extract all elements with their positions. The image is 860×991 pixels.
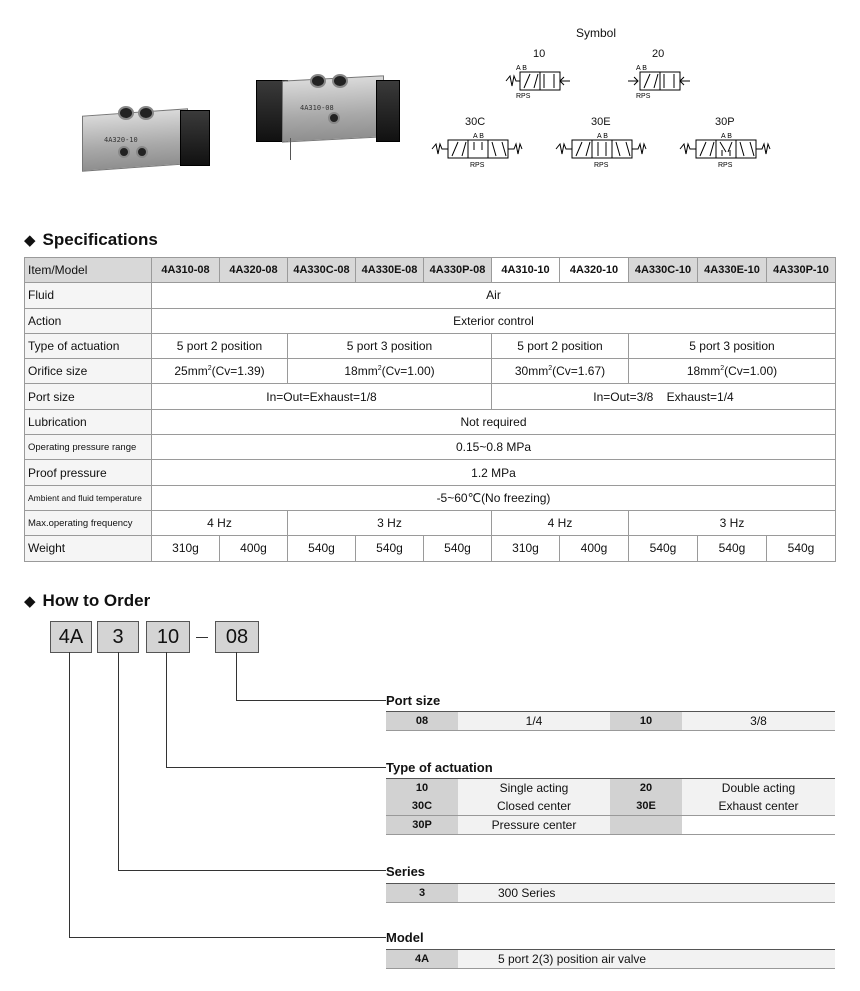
- valve-symbol-30e: [554, 128, 649, 170]
- actuation-title: Type of actuation: [386, 760, 493, 775]
- cell-weight: 540g: [424, 536, 492, 561]
- connector-actuation: [166, 652, 167, 768]
- connector-actuation: [166, 767, 386, 768]
- valve-symbol-30p: [678, 128, 773, 170]
- connector-port: [236, 700, 386, 701]
- cell-weight: 310g: [152, 536, 220, 561]
- model-col: 4A330P-08: [424, 258, 492, 283]
- table-row: [25, 359, 836, 384]
- table-row: [25, 435, 836, 460]
- sym30p-ports-top: A B: [721, 133, 732, 140]
- cell-freq: 4 Hz: [152, 510, 288, 535]
- table-row: [25, 384, 836, 409]
- model-desc: 5 port 2(3) position air valve: [458, 950, 835, 968]
- symbol-code-30e: 30E: [591, 116, 611, 128]
- act-code: 30C: [386, 797, 458, 815]
- row-label-freq: Max.operating frequency: [25, 510, 152, 535]
- act-code-empty: [610, 816, 682, 834]
- cell-orifice: $30mm^2(Cv=1.67)$: [492, 359, 629, 384]
- model-col: 4A320-10: [560, 258, 629, 283]
- model-col: 4A310-08: [152, 258, 220, 283]
- cell-pressure: 0.15~0.8 MPa: [152, 435, 836, 460]
- cell-orifice: $25mm^2(Cv=1.39)$: [152, 359, 288, 384]
- table-row: [25, 333, 836, 358]
- cell-freq: 3 Hz: [629, 510, 836, 535]
- port-desc-08: 1/4: [458, 712, 610, 730]
- row-label-pressure: Operating pressure range: [25, 435, 152, 460]
- port-size-row: [386, 711, 835, 731]
- model-title: Model: [386, 930, 424, 945]
- order-box-model: 4A: [50, 621, 92, 653]
- valve-symbol-20: [620, 60, 700, 100]
- diamond-icon: ◆: [24, 593, 36, 610]
- table-row: [25, 460, 836, 485]
- order-box-actuation: 10: [146, 621, 190, 653]
- actuation-row: [386, 778, 835, 798]
- cell-weight: 400g: [220, 536, 288, 561]
- act-code: 20: [610, 779, 682, 797]
- valve-symbol-30c: [430, 128, 525, 170]
- diamond-icon: ◆: [24, 232, 36, 249]
- sym30c-ports-bottom: RPS: [470, 162, 485, 169]
- table-row: [25, 409, 836, 434]
- header-item-model: Item/Model: [25, 258, 152, 283]
- cell-weight: 540g: [356, 536, 424, 561]
- table-row: [25, 308, 836, 333]
- sym30e-ports-bottom: RPS: [594, 162, 609, 169]
- cell-weight: 540g: [288, 536, 356, 561]
- symbol-title: Symbol: [576, 26, 617, 40]
- cell-actuation: 5 port 2 position: [492, 333, 629, 358]
- act-desc: Pressure center: [458, 816, 610, 834]
- connector-series: [118, 652, 119, 871]
- sym30c-ports-top: A B: [473, 133, 484, 140]
- sym30e-ports-top: A B: [597, 133, 608, 140]
- cell-action: Exterior control: [152, 308, 836, 333]
- cell-orifice: $18mm^2(Cv=1.00)$: [288, 359, 492, 384]
- product-photo-right: [250, 72, 400, 162]
- row-label-fluid: Fluid: [25, 283, 152, 308]
- row-label-action: Action: [25, 308, 152, 333]
- photo-left-label: 4A320-10: [104, 136, 138, 144]
- cell-weight: 540g: [698, 536, 767, 561]
- sym30p-ports-bottom: RPS: [718, 162, 733, 169]
- cell-port: In=Out=Exhaust=1/8: [152, 384, 492, 409]
- cell-weight: 310g: [492, 536, 560, 561]
- model-row: [386, 949, 835, 969]
- row-label-proof: Proof pressure: [25, 460, 152, 485]
- model-col: 4A330E-08: [356, 258, 424, 283]
- actuation-row: [386, 816, 835, 835]
- table-header-row: [25, 258, 836, 283]
- act-desc: Double acting: [682, 779, 835, 797]
- cell-freq: 3 Hz: [288, 510, 492, 535]
- cell-temp: -5~60℃(No freezing): [152, 485, 836, 510]
- row-label-actuation: Type of actuation: [25, 333, 152, 358]
- port-code-08: 08: [386, 712, 458, 730]
- table-row: [25, 510, 836, 535]
- valve-symbol-10: [500, 60, 580, 100]
- row-label-weight: Weight: [25, 536, 152, 561]
- series-desc: 300 Series: [458, 884, 835, 902]
- port-code-10: 10: [610, 712, 682, 730]
- specifications-table: [24, 257, 836, 562]
- cell-actuation: 5 port 2 position: [152, 333, 288, 358]
- cell-lubrication: Not required: [152, 409, 836, 434]
- act-code: 10: [386, 779, 458, 797]
- model-col: 4A330C-10: [629, 258, 698, 283]
- symbol-code-30p: 30P: [715, 116, 735, 128]
- model-col: 4A310-10: [492, 258, 560, 283]
- series-code: 3: [386, 884, 458, 902]
- model-col: 4A330P-10: [767, 258, 836, 283]
- cell-actuation: 5 port 3 position: [629, 333, 836, 358]
- series-title: Series: [386, 864, 426, 879]
- cell-weight: 540g: [629, 536, 698, 561]
- cell-weight: 540g: [767, 536, 836, 561]
- sym10-ports-bottom: RPS: [516, 93, 531, 100]
- cell-fluid: Air: [152, 283, 836, 308]
- connector-port: [236, 652, 237, 701]
- sym20-ports-bottom: RPS: [636, 93, 651, 100]
- connector-model: [69, 652, 70, 938]
- cell-orifice: $18mm^2(Cv=1.00)$: [629, 359, 836, 384]
- row-label-lubrication: Lubrication: [25, 409, 152, 434]
- symbol-code-30c: 30C: [465, 116, 486, 128]
- port-size-title: Port size: [386, 693, 441, 708]
- act-desc: Exhaust center: [682, 797, 835, 815]
- sym10-ports-top: A B: [516, 65, 527, 72]
- order-box-series: 3: [97, 621, 139, 653]
- act-code: 30E: [610, 797, 682, 815]
- photo-right-label: 4A310-08: [300, 104, 334, 112]
- series-row: [386, 883, 835, 903]
- sym20-ports-top: A B: [636, 65, 647, 72]
- connector-model: [69, 937, 386, 938]
- act-desc-empty: [682, 816, 835, 834]
- model-code: 4A: [386, 950, 458, 968]
- order-box-port: 08: [215, 621, 259, 653]
- model-col: 4A320-08: [220, 258, 288, 283]
- cell-weight: 400g: [560, 536, 629, 561]
- act-code: 30P: [386, 816, 458, 834]
- table-row: [25, 283, 836, 308]
- how-to-order-heading: ◆ How to Order: [24, 591, 151, 610]
- table-row: [25, 485, 836, 510]
- specifications-heading: ◆ Specifications: [24, 230, 158, 249]
- actuation-row: [386, 797, 835, 816]
- row-label-port: Port size: [25, 384, 152, 409]
- act-desc: Closed center: [458, 797, 610, 815]
- symbol-code-20: 20: [652, 48, 665, 60]
- cell-port: In=Out=3/8 Exhaust=1/4: [492, 384, 836, 409]
- row-label-orifice: Orifice size: [25, 359, 152, 384]
- row-label-temp: Ambient and fluid temperature: [25, 485, 152, 510]
- model-col: 4A330C-08: [288, 258, 356, 283]
- symbol-code-10: 10: [533, 48, 546, 60]
- cell-freq: 4 Hz: [492, 510, 629, 535]
- act-desc: Single acting: [458, 779, 610, 797]
- model-col: 4A330E-10: [698, 258, 767, 283]
- cell-proof: 1.2 MPa: [152, 460, 836, 485]
- table-row: [25, 536, 836, 561]
- cell-actuation: 5 port 3 position: [288, 333, 492, 358]
- product-photo-left: [78, 102, 210, 174]
- port-desc-10: 3/8: [682, 712, 835, 730]
- order-dash: [196, 637, 208, 638]
- connector-series: [118, 870, 386, 871]
